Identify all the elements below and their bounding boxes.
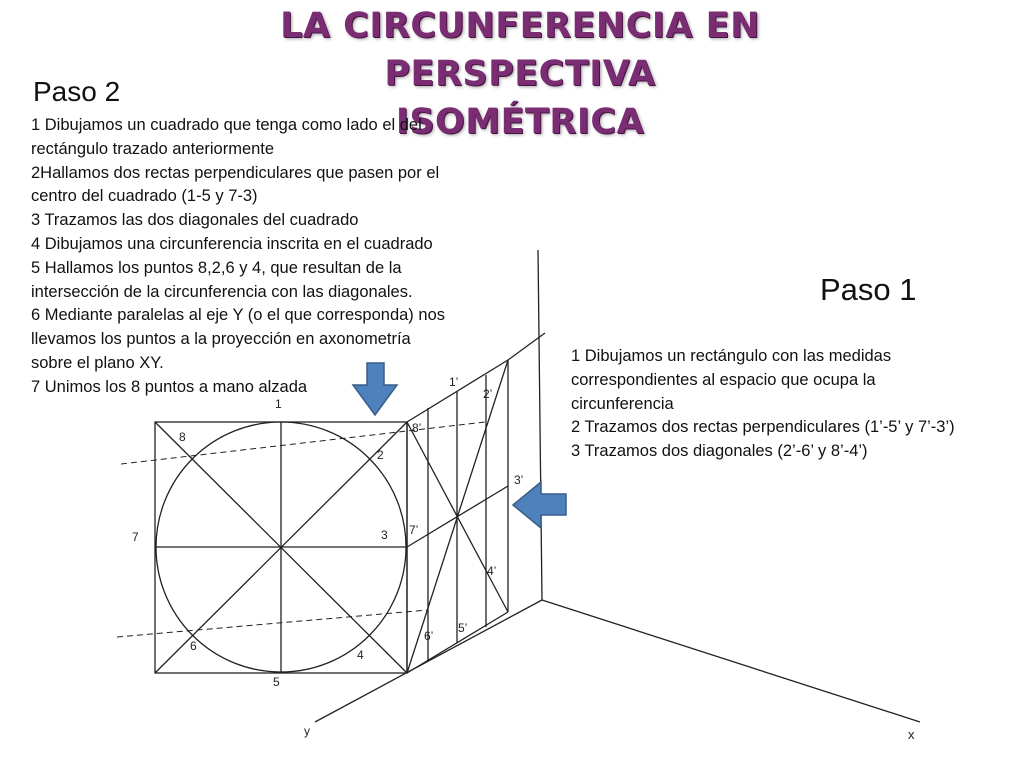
paso2-line: centro del cuadrado (1-5 y 7-3) <box>31 187 258 206</box>
paso2-line: sobre el plano XY. <box>31 353 164 372</box>
paso2-line: intersección de la circunferencia con las diagonales. <box>31 282 413 301</box>
label-8: 8 <box>179 430 186 444</box>
label-4: 4 <box>357 648 364 662</box>
label-1: 1 <box>275 397 282 411</box>
label-2p: 2’ <box>483 387 493 401</box>
label-5p: 5’ <box>458 621 468 635</box>
paso1-line: circunferencia <box>571 394 674 413</box>
paso2-line: 3 Trazamos las dos diagonales del cuadrado <box>31 211 359 230</box>
axis-x-label: x <box>908 727 915 742</box>
label-6p: 6’ <box>424 629 434 643</box>
label-1p: 1’ <box>449 375 459 389</box>
label-2: 2 <box>377 448 384 462</box>
label-7p: 7’ <box>409 523 419 537</box>
axis-y-label: y <box>304 724 310 738</box>
vertical-axis <box>538 250 542 600</box>
paso2-line: rectángulo trazado anteriormente <box>31 139 275 158</box>
label-6: 6 <box>190 639 197 653</box>
paso1-line: correspondientes al espacio que ocupa la <box>571 370 876 389</box>
paso2-line: 1 Dibujamos un cuadrado que tenga como lado el del <box>31 116 422 134</box>
paso2-line: 6 Mediante paralelas al eje Y (o el que corresponda) nos <box>31 306 445 325</box>
label-4p: 4’ <box>487 564 497 578</box>
projection-line-6-4 <box>117 610 428 637</box>
paso1-line: 3 Trazamos dos diagonales (2’-6’ y 8’-4’) <box>571 442 868 461</box>
paso2-line: 7 Unimos los 8 puntos a mano alzada <box>31 377 308 396</box>
paso1-line: 1 Dibujamos un rectángulo con las medidas <box>571 347 892 365</box>
paso2-line: llevamos los puntos a la proyección en axonometría <box>31 330 411 349</box>
label-3p: 3’ <box>514 473 524 487</box>
label-8p: 8’ <box>412 421 422 435</box>
title-line-2: ISOMÉTRICA <box>395 102 645 142</box>
paso2-heading: Paso 2 <box>33 76 121 107</box>
down-arrow-icon <box>353 363 397 415</box>
left-arrow-icon <box>513 482 566 528</box>
label-7: 7 <box>132 530 139 544</box>
paso1-heading: Paso 1 <box>820 272 917 307</box>
label-3: 3 <box>381 528 388 542</box>
paso2-line: 2Hallamos dos rectas perpendiculares que pasen por el <box>31 163 440 182</box>
label-5: 5 <box>273 675 280 689</box>
x-axis <box>542 600 920 722</box>
paso1-line: 2 Trazamos dos rectas perpendiculares (1’-5’ y 7’-3’) <box>571 418 955 437</box>
paso2-line: 4 Dibujamos una circunferencia inscrita en el cuadrado <box>31 234 433 253</box>
title-line-1: LA CIRCUNFERENCIA EN PERSPECTIVA <box>280 6 760 94</box>
paso2-line: 5 Hallamos los puntos 8,2,6 y 4, que resultan de la <box>31 258 402 277</box>
